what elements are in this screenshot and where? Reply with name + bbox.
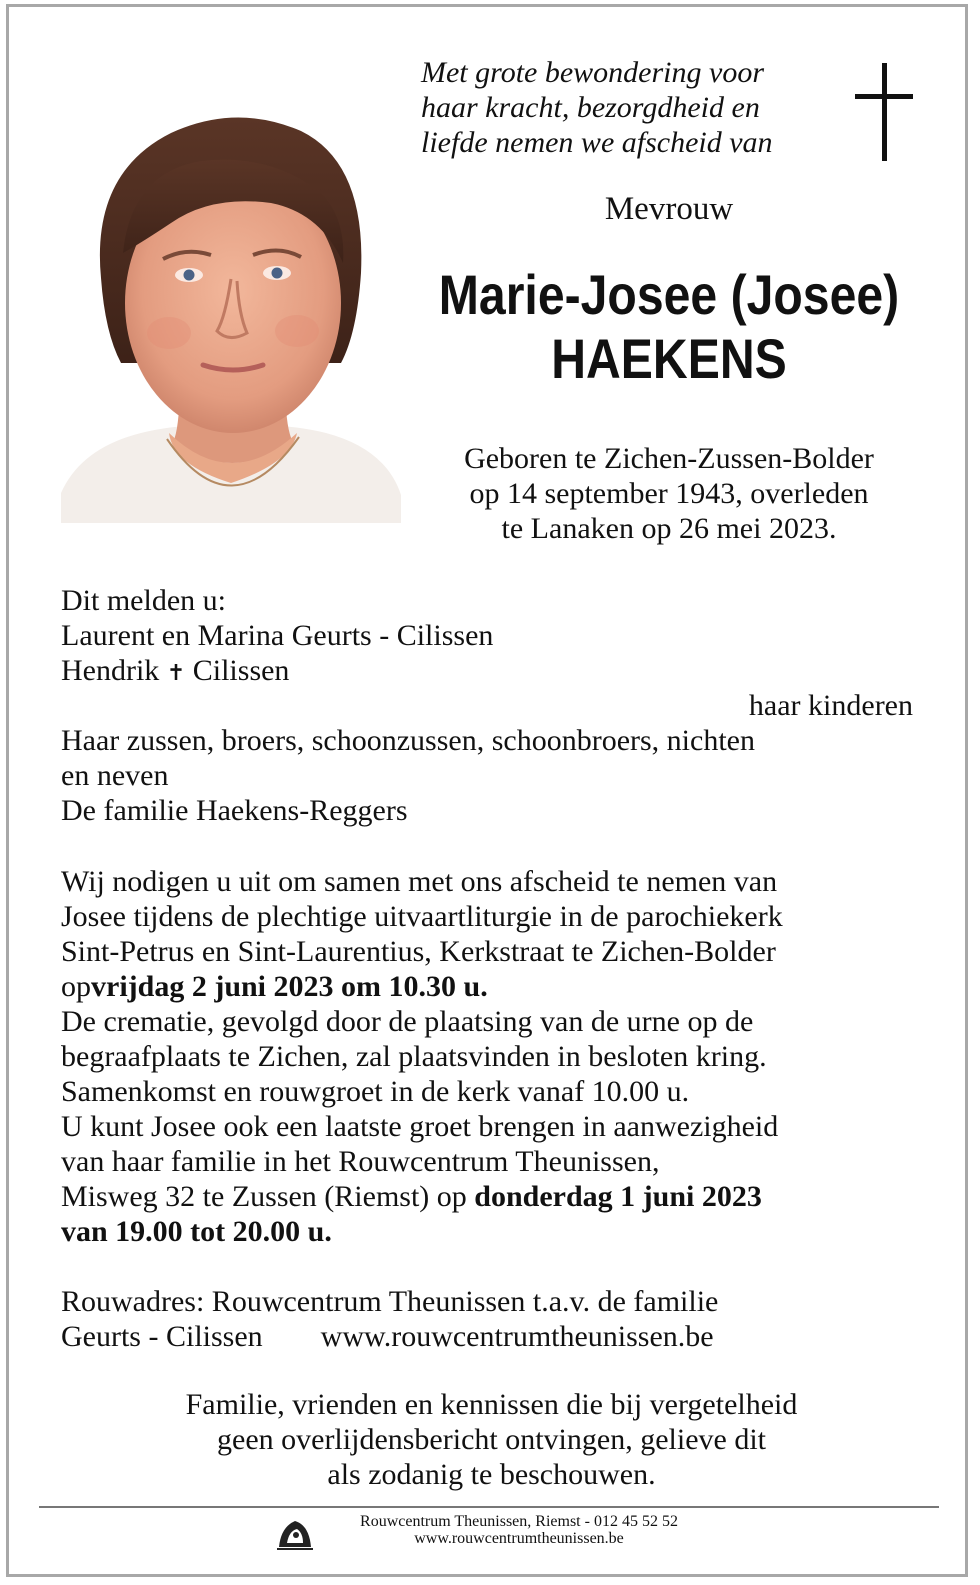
deceased-name: Marie-Josee (Josee) HAEKENS xyxy=(438,263,900,390)
relatives-list: Haar zussen, broers, schoonzussen, schoonbroers, nichten en neven De familie Haekens-Reggers xyxy=(61,724,755,827)
cross-icon xyxy=(855,63,915,161)
announcement-family: Dit melden u: Laurent en Marina Geurts - Cilissen Hendrik ✝ Cilissen xyxy=(61,583,921,691)
footer-divider xyxy=(39,1506,939,1508)
footer-website-link[interactable]: www.rouwcentrumtheunissen.be xyxy=(414,1530,624,1547)
website-link[interactable]: www.rouwcentrumtheunissen.be xyxy=(320,1320,714,1353)
ceremony-info: Wij nodigen u uit om samen met ons afscheid te nemen van Josee tijdens de plechtige uitvaartliturgie in de parochiekerk Sint-Petrus en Sint-Laurentius, Kerkstraat te Zichen-Bolder opvrijdag 2 juni 2023 om 10.30 u. De crematie, gevolgd door de plaatsing van de urne op de begraafplaats te Zichen, zal plaatsvinden in besloten kring. Samenkomst en rouwgroet in de kerk vanaf 10.00 u. U kunt Josee ook een laatste groet brengen in aanwezigheid van haar familie in het Rouwcentrum Theunissen, Misweg 32 te Zussen (Riemst) op donderdag 1 juni 2023 van 19.00 tot 20.00 u. xyxy=(61,864,941,1249)
service-date: vrijdag 2 juni 2023 om 10.30 u. xyxy=(91,970,488,1003)
intro-text: Met grote bewondering voor haar kracht, bezorgdheid en liefde nemen we afscheid van xyxy=(421,56,773,159)
family-member-line: Hendrik ✝ Cilissen xyxy=(61,654,290,687)
birth-death-info: Geboren te Zichen-Zussen-Bolder op 14 september 1943, overleden te Lanaken op 26 mei 2023. xyxy=(464,442,874,545)
closing-notice: Familie, vrienden en kennissen die bij vergetelheid geen overlijdensbericht ontvingen, gelieve dit als zodanig te beschouwen. xyxy=(185,1388,798,1491)
honorific-title: Mevrouw xyxy=(604,191,734,227)
visit-date: donderdag 1 juni 2023 xyxy=(474,1180,762,1213)
visit-time: van 19.00 tot 20.00 u. xyxy=(61,1215,332,1248)
death-notice-card xyxy=(6,4,968,1577)
mourning-address: Rouwadres: Rouwcentrum Theunissen t.a.v. de familie Geurts - Cilissen www.rouwcentrumtheunissen.be xyxy=(61,1285,719,1353)
visit-line: Misweg 32 te Zussen (Riemst) op donderdag 1 juni 2023 xyxy=(61,1180,762,1213)
portrait-photo xyxy=(61,103,401,523)
small-cross-icon: ✝ xyxy=(166,661,186,686)
service-date-line: opvrijdag 2 juni 2023 om 10.30 u. xyxy=(61,970,488,1003)
footer-info: Rouwcentrum Theunissen, Riemst - 012 45 52 52 www.rouwcentrumtheunissen.be xyxy=(309,1513,729,1547)
children-label: haar kinderen xyxy=(748,689,913,722)
